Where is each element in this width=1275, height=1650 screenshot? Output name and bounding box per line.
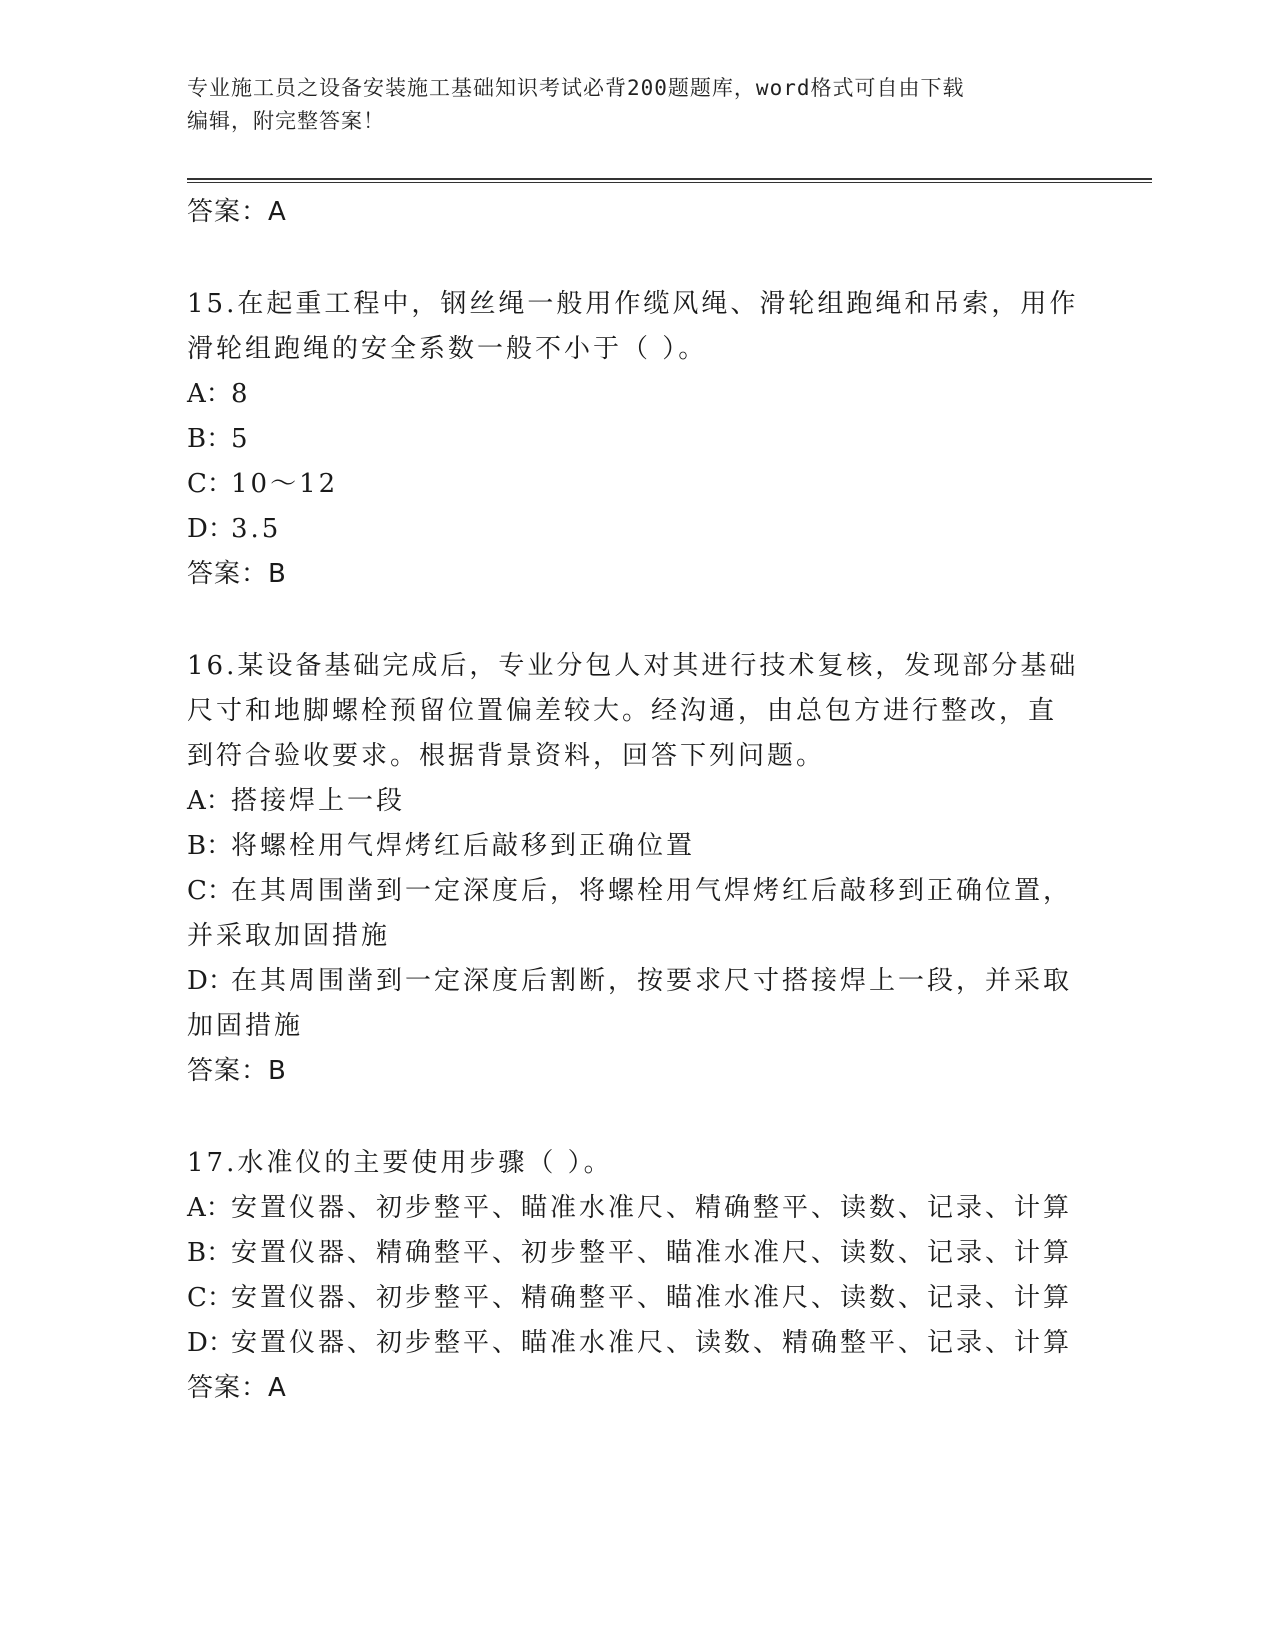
option-text: 将螺栓用气焊烤红后敲移到正确位置: [231, 831, 696, 861]
option-key: D：: [187, 966, 234, 996]
question-stem: 16.某设备基础完成后，专业分包人对其进行技术复核，发现部分基础: [187, 651, 1079, 681]
option-text: 搭接焊上一段: [231, 786, 406, 816]
option-key: B：: [187, 831, 233, 861]
option-key: C：: [187, 469, 233, 499]
answer-16: 答案：B: [187, 1056, 287, 1086]
option-d: [187, 959, 1107, 1004]
answer-15: 答案：B: [187, 559, 287, 589]
header-rule-thick: [187, 178, 1152, 180]
header-line-2: 编辑，附完整答案！: [187, 109, 385, 133]
option-key: A：: [187, 786, 232, 816]
header-rule-thin: [187, 182, 1152, 183]
option-text: 安置仪器、初步整平、瞄准水准尺、读数、精确整平、记录、计算: [231, 1328, 1073, 1358]
option-d-continued: 加固措施: [187, 1011, 304, 1041]
option-b: [187, 824, 1107, 869]
option-c: [187, 462, 1107, 507]
option-key: D：: [187, 1328, 234, 1358]
option-key: C：: [187, 1283, 233, 1313]
option-b: [187, 417, 1107, 462]
option-key: D：: [187, 514, 234, 544]
option-a: [187, 372, 1107, 417]
option-text: 3.5: [231, 514, 282, 544]
option-d: [187, 1321, 1107, 1366]
option-text: 5: [231, 424, 251, 454]
header-line-1: 专业施工员之设备安装施工基础知识考试必背200题题库，word格式可自由下载: [187, 76, 965, 100]
question-stem: 15.在起重工程中，钢丝绳一般用作缆风绳、滑轮组跑绳和吊索，用作: [187, 289, 1079, 319]
option-text: 10～12: [231, 469, 339, 499]
option-c: [187, 869, 1107, 914]
question-16: [187, 644, 1107, 1094]
option-key: A：: [187, 1193, 232, 1223]
question-stem: 滑轮组跑绳的安全系数一般不小于（ ）。: [187, 334, 708, 364]
question-17: [187, 1141, 1107, 1411]
answer-17: 答案：A: [187, 1373, 287, 1403]
option-a: [187, 779, 1107, 824]
option-text: 安置仪器、精确整平、初步整平、瞄准水准尺、读数、记录、计算: [231, 1238, 1073, 1268]
option-key: B：: [187, 1238, 233, 1268]
option-a: [187, 1186, 1107, 1231]
option-text: 8: [231, 379, 251, 409]
document-body: [187, 190, 1107, 1411]
option-text: 在其周围凿到一定深度后割断，按要求尺寸搭接焊上一段，并采取: [231, 966, 1073, 996]
page-header: [187, 72, 1067, 138]
question-15: [187, 282, 1107, 597]
option-d: [187, 507, 1107, 552]
option-text: 在其周围凿到一定深度后，将螺栓用气焊烤红后敲移到正确位置，: [231, 876, 1073, 906]
option-key: A：: [187, 379, 232, 409]
question-stem: 17.水准仪的主要使用步骤（ ）。: [187, 1148, 613, 1178]
question-stem: 尺寸和地脚螺栓预留位置偏差较大。经沟通，由总包方进行整改，直: [187, 696, 1058, 726]
answer-14: 答案：A: [187, 197, 287, 227]
option-text: 安置仪器、初步整平、精确整平、瞄准水准尺、读数、记录、计算: [231, 1283, 1073, 1313]
option-key: B：: [187, 424, 233, 454]
option-c: [187, 1276, 1107, 1321]
option-c-continued: 并采取加固措施: [187, 921, 391, 951]
option-key: C：: [187, 876, 233, 906]
question-stem: 到符合验收要求。根据背景资料，回答下列问题。: [187, 741, 826, 771]
option-text: 安置仪器、初步整平、瞄准水准尺、精确整平、读数、记录、计算: [231, 1193, 1073, 1223]
option-b: [187, 1231, 1107, 1276]
